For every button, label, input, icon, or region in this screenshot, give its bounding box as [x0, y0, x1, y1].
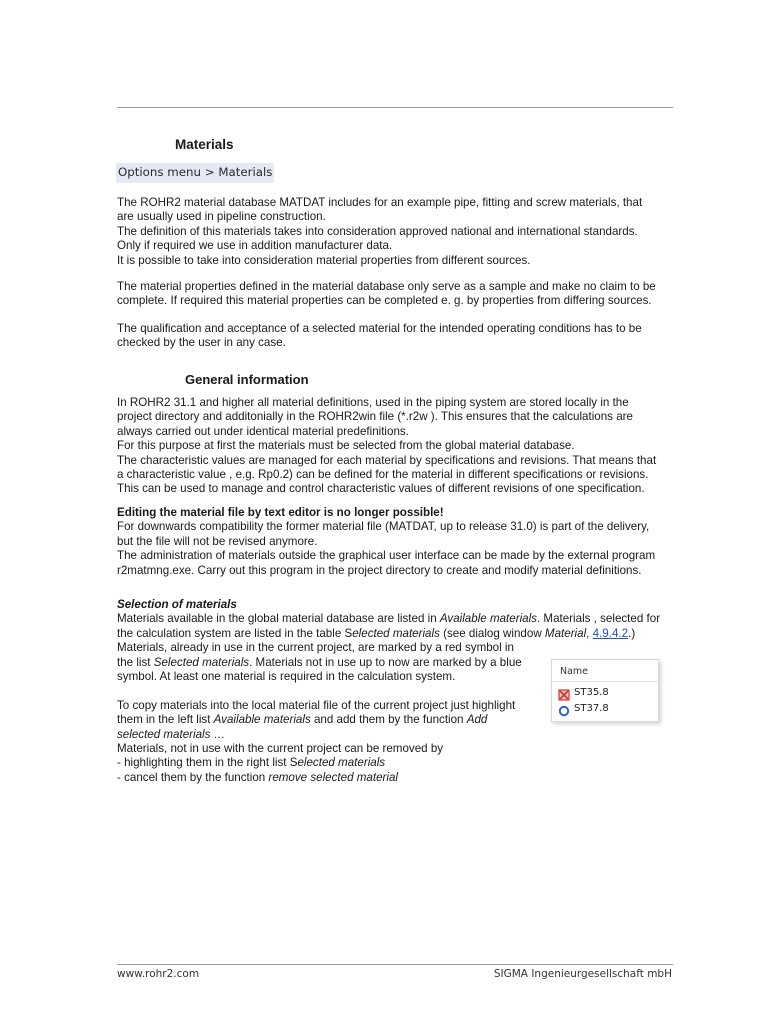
section-reference-link[interactable]: 4.9.4.2 — [592, 626, 629, 640]
editing-paragraph — [117, 506, 677, 578]
footer-company: SIGMA Ingenieurgesellschaft mbH — [493, 968, 672, 980]
text-line: selected materials … — [117, 727, 226, 741]
blue-circle-icon — [558, 702, 570, 714]
section-heading-general: General information — [185, 372, 309, 387]
text-line: In ROHR2 31.1 and higher all material definitions, used in the piping system are stored locally in the — [117, 396, 629, 409]
text-line: For this purpose at first the materials must be selected from the global material database. — [117, 439, 575, 453]
list-item-st35-8[interactable] — [558, 685, 609, 699]
text-line: - cancel them by the function remove selected material — [117, 770, 398, 784]
text-line: The material properties defined in the material database only serve as a sample and make no claim to be — [117, 280, 656, 293]
qualification-paragraph — [117, 322, 677, 351]
editing-heading: Editing the material file by text editor is no longer possible! — [117, 506, 444, 519]
text-line: are usually used in pipeline construction. — [117, 210, 326, 224]
text-line: Only if required we use in addition manufacturer data. — [117, 239, 393, 253]
text-line: the calculation system are listed in the table Selected materials (see dialog window Material, 4.9.4.2.) — [117, 626, 636, 640]
page-title: Materials — [175, 137, 234, 152]
list-item-label: ST35.8 — [574, 686, 609, 698]
text-line: Materials available in the global material database are listed in Available materials. Materials , selected for — [117, 612, 661, 626]
text-line: For downwards compatibility the former material file (MATDAT, up to release 31.0) is part of the delivery, — [117, 520, 650, 534]
text-line: r2matmng.exe. Carry out this program in the project directory to create and modify material definitions. — [117, 563, 642, 577]
text-line: project directory and additonially in the ROHR2win file (*.r2w ). This ensures that the calculations are — [117, 410, 633, 424]
selected-materials-list — [551, 659, 659, 722]
text-line: The qualification and acceptance of a selected material for the intended operating conditions has to be — [117, 322, 642, 335]
text-line: It is possible to take into consideration material properties from different sources. — [117, 253, 531, 267]
red-material-icon — [558, 686, 570, 698]
text-line: always carried out under identical material predefinitions. — [117, 424, 409, 438]
text-line: the list Selected materials. Materials not in use up to now are marked by a blue — [117, 655, 522, 669]
text-line: The characteristic values are managed for each material by specifications and revisions. That means that — [117, 453, 657, 467]
text-line: a characteristic value , e.g. Rp0.2) can be defined for the material in different specifications or revisions. — [117, 468, 649, 482]
text-line: but the file will not be revised anymore. — [117, 534, 318, 548]
text-line: The ROHR2 material database MATDAT includes for an example pipe, fitting and screw materials, that — [117, 196, 643, 209]
text-line: The administration of materials outside the graphical user interface can be made by the external program — [117, 549, 656, 563]
text-line: - highlighting them in the right list Selected materials — [117, 756, 386, 770]
text-line: The definition of this materials takes into consideration approved national and international standards. — [117, 224, 638, 238]
text-line: them in the left list Available materials and add them by the function Add — [117, 713, 488, 727]
footer-rule — [117, 964, 673, 965]
text-line: Materials, already in use in the current project, are marked by a red symbol in — [117, 641, 514, 655]
text-line: symbol. At least one material is required in the calculation system. — [117, 670, 456, 684]
selection-heading: Selection of materials — [117, 598, 237, 611]
top-rule — [117, 107, 673, 108]
text-line: To copy materials into the local material file of the current project just highlight — [117, 698, 516, 712]
text-line: complete. If required this material properties can be completed e. g. by properties from differing sources. — [117, 294, 652, 308]
intro-paragraph — [117, 196, 677, 268]
text-line: This can be used to manage and control characteristic values of different revisions of one specification. — [117, 482, 645, 496]
footer-website: www.rohr2.com — [117, 968, 200, 980]
general-paragraph — [117, 396, 677, 497]
text-line: checked by the user in any case. — [117, 336, 286, 350]
disclaimer-paragraph — [117, 280, 677, 309]
column-header-name[interactable]: Name — [560, 666, 589, 677]
text-line: Materials, not in use with the current project can be removed by — [117, 742, 444, 756]
list-item-st37-8[interactable] — [558, 701, 609, 715]
list-item-label: ST37.8 — [574, 702, 609, 714]
breadcrumb: Options menu > Materials — [116, 163, 274, 183]
header-divider — [552, 681, 658, 682]
